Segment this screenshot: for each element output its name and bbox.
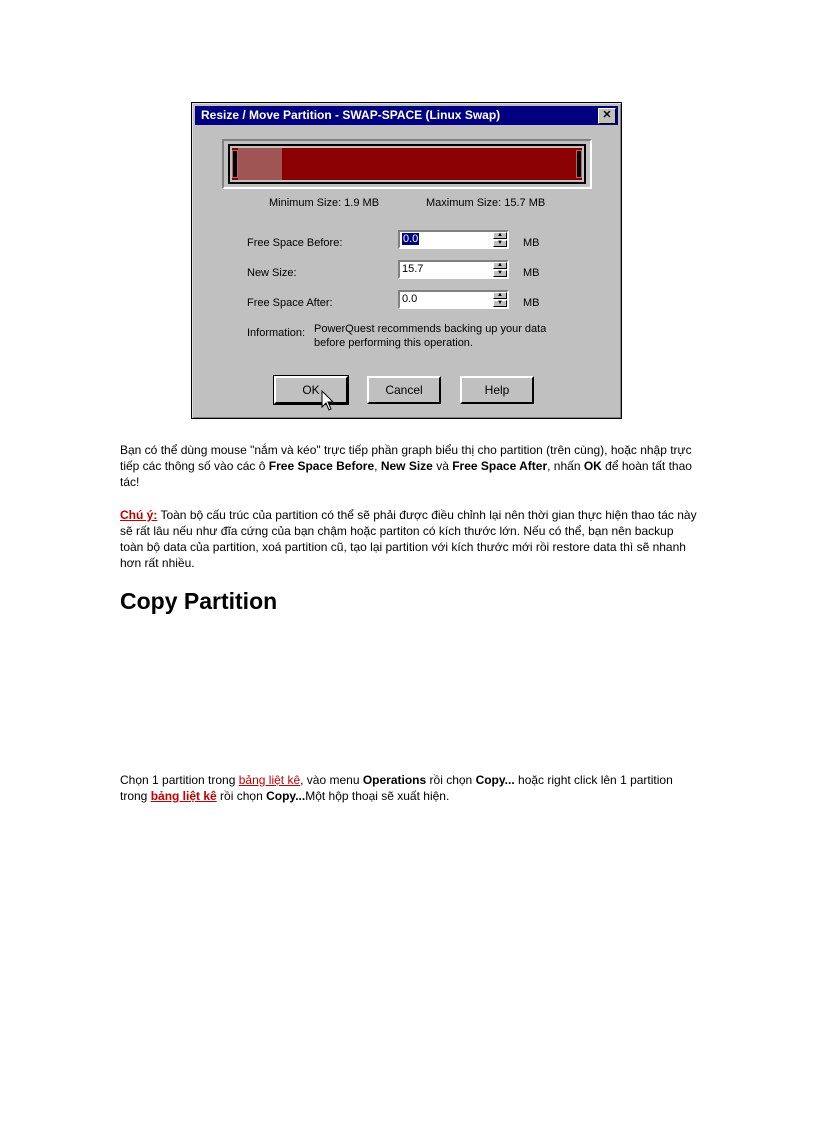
text-run: rồi chọn [426,773,476,787]
help-button[interactable]: Help [460,376,534,404]
partition-graph[interactable] [222,139,592,189]
bold-term: Copy... [475,773,515,787]
new-size-field[interactable] [398,260,509,279]
text-run: rồi chọn [216,789,267,803]
cancel-button[interactable]: Cancel [367,376,441,404]
text-run: hoặc right click lên 1 partition trong [120,773,673,803]
spin-up-icon[interactable]: ▲ [493,262,507,269]
mouse-cursor-icon [321,390,335,412]
free-space-after-value: 0.0 [402,293,418,305]
dialog-title: Resize / Move Partition - SWAP-SPACE (Linux Swap) [201,108,501,122]
bold-term: Copy... [266,789,306,803]
new-size-value: 15.7 [402,263,424,275]
spin-down-icon[interactable]: ▼ [493,300,507,307]
minimum-size-label: Minimum Size: 1.9 MB [269,197,380,209]
unit-label: MB [523,267,540,279]
left-resize-handle[interactable] [232,150,238,178]
section-heading: Copy Partition [120,588,278,614]
unit-label: MB [523,297,540,309]
spin-down-icon[interactable]: ▼ [493,240,507,247]
information-label: Information: [247,327,306,339]
spin-up-icon[interactable]: ▲ [493,292,507,299]
ok-button[interactable]: OK [274,376,348,404]
free-space-before-label: Free Space Before: [247,237,343,249]
bold-term: OK [583,459,602,473]
bold-term: Free Space Before [268,459,375,473]
text-run: Chọn 1 partition trong [120,773,239,787]
copy-instruction-paragraph [120,772,700,804]
note-paragraph [120,507,700,571]
free-space-after-field[interactable] [398,290,509,309]
dialog-titlebar [195,106,618,125]
partition-list-link[interactable]: bảng liệt kê [238,773,301,787]
text-run: Một hộp thoại sẽ xuất hiện. [305,789,450,803]
free-space-after-label: Free Space After: [247,297,333,309]
bold-term: Operations [362,773,427,787]
free-space-before-field[interactable] [398,230,509,249]
text-run: , vào menu [300,773,363,787]
text-run: để hoàn tất thao tác! [120,459,692,489]
text-run: Bạn có thể dùng mouse "nắm và kéo" trực tiếp phần graph biểu thị cho partition (trên cùng), hoặc nhập trực tiếp các thông số vào các ô [120,443,692,473]
spin-up-icon[interactable]: ▲ [493,232,507,239]
bold-term: New Size [380,459,433,473]
free-space-after-spinner[interactable] [493,292,507,307]
note-text: Toàn bộ cấu trúc của partition có thể sẽ phải được điều chỉnh lại nên thời gian thực hiện thao tác này sẽ rất lâu nếu như đĩa cứng của bạn chậm hoặc partiton có kích thước lớn. Nếu có thể, bạn nên backup toàn bộ data của partition, xoá partition cũ, tạo lại partition với kích thước mới rồi restore data thì sẽ nhanh hơn rất nhiều. [120,508,697,570]
partition-used-area [238,148,282,180]
right-resize-handle[interactable] [576,150,582,178]
free-space-before-spinner[interactable] [493,232,507,247]
unit-label: MB [523,237,540,249]
instruction-paragraph [120,442,700,490]
new-size-label: New Size: [247,267,297,279]
note-label: Chú ý: [120,508,158,522]
information-text: PowerQuest recommends backing up your data before performing this operation. [314,323,547,349]
free-space-before-value: 0.0 [403,233,419,245]
text-run: và [432,459,453,473]
text-run: , [374,459,381,473]
new-size-spinner[interactable] [493,262,507,277]
maximum-size-label: Maximum Size: 15.7 MB [426,197,546,209]
partition-graph-inner [228,144,586,184]
spin-down-icon[interactable]: ▼ [493,270,507,277]
partition-bar[interactable] [232,148,582,180]
close-button[interactable]: ✕ [598,108,616,124]
partition-list-link[interactable]: bảng liệt kê [150,789,217,803]
bold-term: Free Space After [452,459,548,473]
resize-move-dialog [191,102,622,419]
text-run: , nhấn [547,459,584,473]
